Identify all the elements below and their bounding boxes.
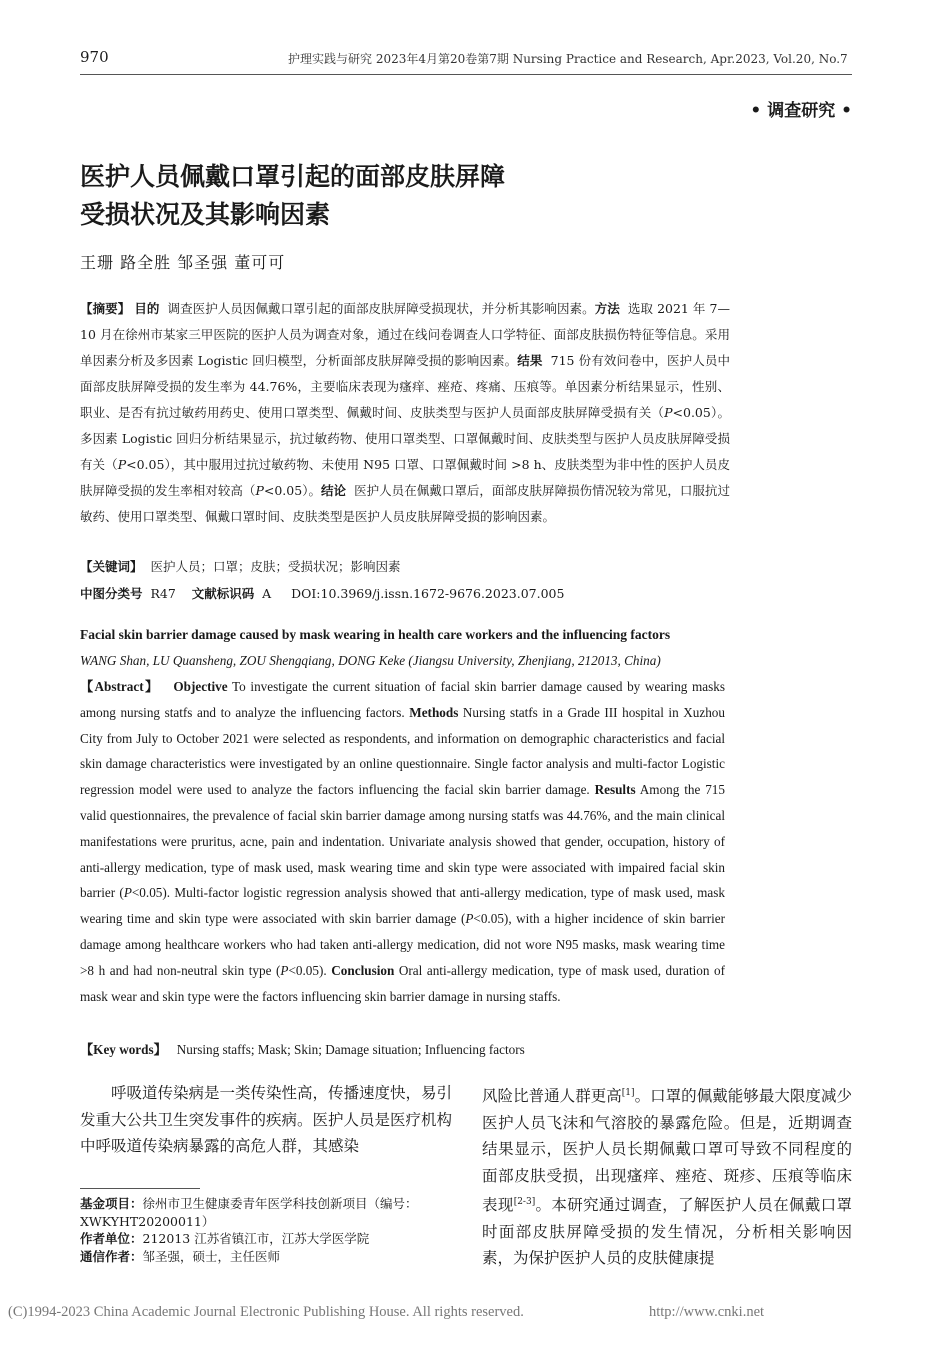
authors: 王珊 路全胜 邹圣强 董可可 bbox=[80, 253, 286, 272]
cn-results-2: <0.05）。多因素 Logistic 回归分析结果显示，抗过敏药物、使用口罩类型、口罩佩戴时间、皮肤类型与医护人员皮肤屏障受损有关（ bbox=[80, 405, 730, 472]
header-rule bbox=[80, 74, 852, 75]
corresponding-text: 邹圣强，硕士，主任医师 bbox=[142, 1248, 281, 1264]
en-p-value-2: P bbox=[465, 911, 474, 927]
en-abstract-label: 【Abstract】 bbox=[80, 679, 160, 694]
en-results-2: <0.05). Multi-factor logistic regression analysis showed that anti-allergy medication, type of mask used, mask wearing time and skin type were associated with skin barrier damage ( bbox=[80, 885, 725, 927]
en-p-value-3: P bbox=[280, 962, 289, 978]
en-methods-label: Methods bbox=[409, 704, 459, 720]
doc-code-label: 文献标识码 bbox=[191, 586, 255, 601]
en-conclusion-label: Conclusion bbox=[331, 962, 395, 978]
cn-objective-label: 目的 bbox=[134, 301, 160, 316]
cn-methods-label: 方法 bbox=[594, 301, 620, 316]
body-right-1: 风险比普通人群更高 bbox=[482, 1087, 622, 1106]
en-keywords-label: 【Key words】 bbox=[80, 1042, 167, 1057]
footnotes bbox=[80, 1195, 452, 1265]
en-results-4: <0.05). bbox=[288, 962, 327, 978]
classification-line bbox=[80, 581, 730, 607]
en-objective-label: Objective bbox=[173, 679, 228, 694]
en-methods: Nursing statfs in a Grade III hospital in Xuzhou City from July to October 2021 were selected as respondents, and information on demographic characteristics and facial skin damage characteristics were investigated by an online questionnaire. Single factor analysis and multi-factor Logistic regression model were used to analyze the factors influencing the facial skin barrier damage. bbox=[80, 704, 725, 798]
title-line-2: 受损状况及其影响因素 bbox=[80, 200, 331, 229]
en-keywords-text: Nursing staffs; Mask; Skin; Damage situation; Influencing factors bbox=[176, 1042, 525, 1057]
body-text-right bbox=[482, 1080, 852, 1272]
cn-keywords-text: 医护人员；口罩；皮肤；受损状况；影响因素 bbox=[150, 559, 401, 574]
cn-methods: 选取 2021 年 7—10 月在徐州市某家三甲医院的医护人员为调查对象，通过在线问卷调查人口学特征、面部皮肤损伤特征等信息。采用单因素分析及多因素 Logistic 回归模型，分析面部皮肤屏障受损的影响因素。 bbox=[80, 301, 730, 368]
clc-value: R47 bbox=[150, 586, 176, 601]
doc-code-value: A bbox=[262, 586, 272, 601]
citation-ref: [2-3] bbox=[513, 1197, 536, 1208]
en-authors: WANG Shan, LU Quansheng, ZOU Shengqiang, DONG Keke (Jiangsu University, Zhenjiang, 212013, China) bbox=[80, 653, 661, 668]
section-tag: • 调查研究 • bbox=[750, 101, 852, 121]
en-results-1: Among the 715 valid questionnaires, the prevalence of facial skin barrier damage among nursing statfs was 44.76%, and the main clinical manifestations were pruritus, acne, pain and indentation. Univariate analysis showed that gender, occupation, history of anti-allergy medication, type of mask used, mask wearing time and skin type were associated with impaired facial skin barrier ( bbox=[80, 782, 725, 901]
cn-p-value-1: P bbox=[664, 405, 673, 420]
cn-p-value-3: P bbox=[255, 483, 264, 498]
cn-results-3: <0.05），其中服用过抗过敏药物、未使用 N95 口罩、口罩佩戴时间 >8 h、皮肤类型为非中性的医护人员皮肤屏障受损的发生率相对较高（ bbox=[80, 457, 730, 498]
cn-keywords bbox=[80, 554, 730, 580]
journal-header: 护理实践与研究 2023年4月第20卷第7期 Nursing Practice and Research, Apr.2023, Vol.20, No.7 bbox=[288, 52, 848, 66]
body-text-left: 呼吸道传染病是一类传染性高，传播速度快，易引发重大公共卫生突发事件的疾病。医护人员是医疗机构中呼吸道传染病暴露的高危人群，其感染 bbox=[80, 1084, 453, 1155]
en-abstract bbox=[80, 674, 725, 1009]
en-title: Facial skin barrier damage caused by mask wearing in health care workers and the influencing factors bbox=[80, 627, 671, 642]
cn-results-label: 结果 bbox=[517, 353, 543, 368]
cn-results-1: 715 份有效问卷中，医护人员中面部皮肤屏障受损的发生率为 44.76%，主要临床表现为瘙痒、痤疮、疼痛、压痕等。单因素分析结果显示，性别、职业、是否有抗过敏药用药史、使用口罩类型、佩戴时间、皮肤类型与医护人员面部皮肤屏障受损有关（ bbox=[80, 353, 730, 420]
cn-conclusion: 医护人员在佩戴口罩后，面部皮肤屏障损伤情况较为常见，口服抗过敏药、使用口罩类型、佩戴口罩时间、皮肤类型是医护人员皮肤屏障受损的影响因素。 bbox=[80, 483, 730, 524]
cn-keywords-label: 【关键词】 bbox=[80, 559, 143, 574]
title-line-1: 医护人员佩戴口罩引起的面部皮肤屏障 bbox=[80, 162, 506, 191]
cn-results-4: <0.05）。 bbox=[263, 483, 322, 498]
citation-ref: [1] bbox=[621, 1088, 635, 1098]
cnki-link[interactable]: http://www.cnki.net bbox=[649, 1304, 765, 1320]
en-conclusion: Oral anti-allergy medication, type of mask used, duration of mask wear and skin type were the factors influencing skin barrier damage in nursing staffs. bbox=[80, 962, 726, 1004]
cn-p-value-2: P bbox=[117, 457, 127, 472]
en-results-label: Results bbox=[594, 782, 636, 798]
unit-note bbox=[80, 1230, 452, 1248]
article-title bbox=[80, 158, 505, 234]
fund-note bbox=[80, 1195, 452, 1230]
cn-abstract bbox=[80, 296, 730, 530]
cn-conclusion-label: 结论 bbox=[321, 483, 347, 498]
unit-text: 212013 江苏省镇江市，江苏大学医学院 bbox=[142, 1231, 370, 1246]
en-results-3: <0.05), with a higher incidence of skin barrier damage among healthcare workers who had taken anti-allergy medication, did not wore N95 masks, mask wearing time >8 h and had non-neutral skin type ( bbox=[80, 911, 725, 978]
cn-objective: 调查医护人员因佩戴口罩引起的面部皮肤屏障受损现状，并分析其影响因素。 bbox=[167, 301, 595, 316]
en-p-value-1: P bbox=[123, 885, 132, 901]
en-keywords bbox=[80, 1037, 725, 1063]
page-number: 970 bbox=[80, 48, 109, 66]
fund-text: 徐州市卫生健康委青年医学科技创新项目（编号：XWKYHT20200011） bbox=[80, 1196, 418, 1229]
corresponding-label: 通信作者： bbox=[80, 1248, 143, 1264]
body-right-3: 。本研究通过调查，了解医护人员在佩戴口罩时面部皮肤屏障受损的发生情况，分析相关影响因素，为保护医护人员的皮肤健康提 bbox=[482, 1196, 852, 1268]
copyright-text: (C)1994-2023 China Academic Journal Electronic Publishing House. All rights reserved. bbox=[8, 1304, 524, 1320]
en-objective: To investigate the current situation of facial skin barrier damage caused by wearing masks among nursing statfs and to analyze the influencing factors. bbox=[80, 679, 725, 720]
fund-label: 基金项目： bbox=[80, 1196, 143, 1211]
footnote-rule bbox=[80, 1188, 200, 1189]
body-right-2: 。口罩的佩戴能够最大限度减少医护人员飞沫和气溶胶的暴露危险。但是，近期调查结果显示，医护人员长期佩戴口罩可导致不同程度的面部皮肤受损，出现瘙痒、痤疮、斑疹、压痕等临床表现 bbox=[482, 1087, 852, 1215]
clc-label: 中图分类号 bbox=[80, 586, 143, 601]
corresponding-note bbox=[80, 1248, 452, 1266]
unit-label: 作者单位： bbox=[80, 1231, 143, 1246]
doi: DOI:10.3969/j.issn.1672-9676.2023.07.005 bbox=[291, 586, 565, 601]
cn-abstract-label: 【摘要】 bbox=[80, 301, 131, 316]
